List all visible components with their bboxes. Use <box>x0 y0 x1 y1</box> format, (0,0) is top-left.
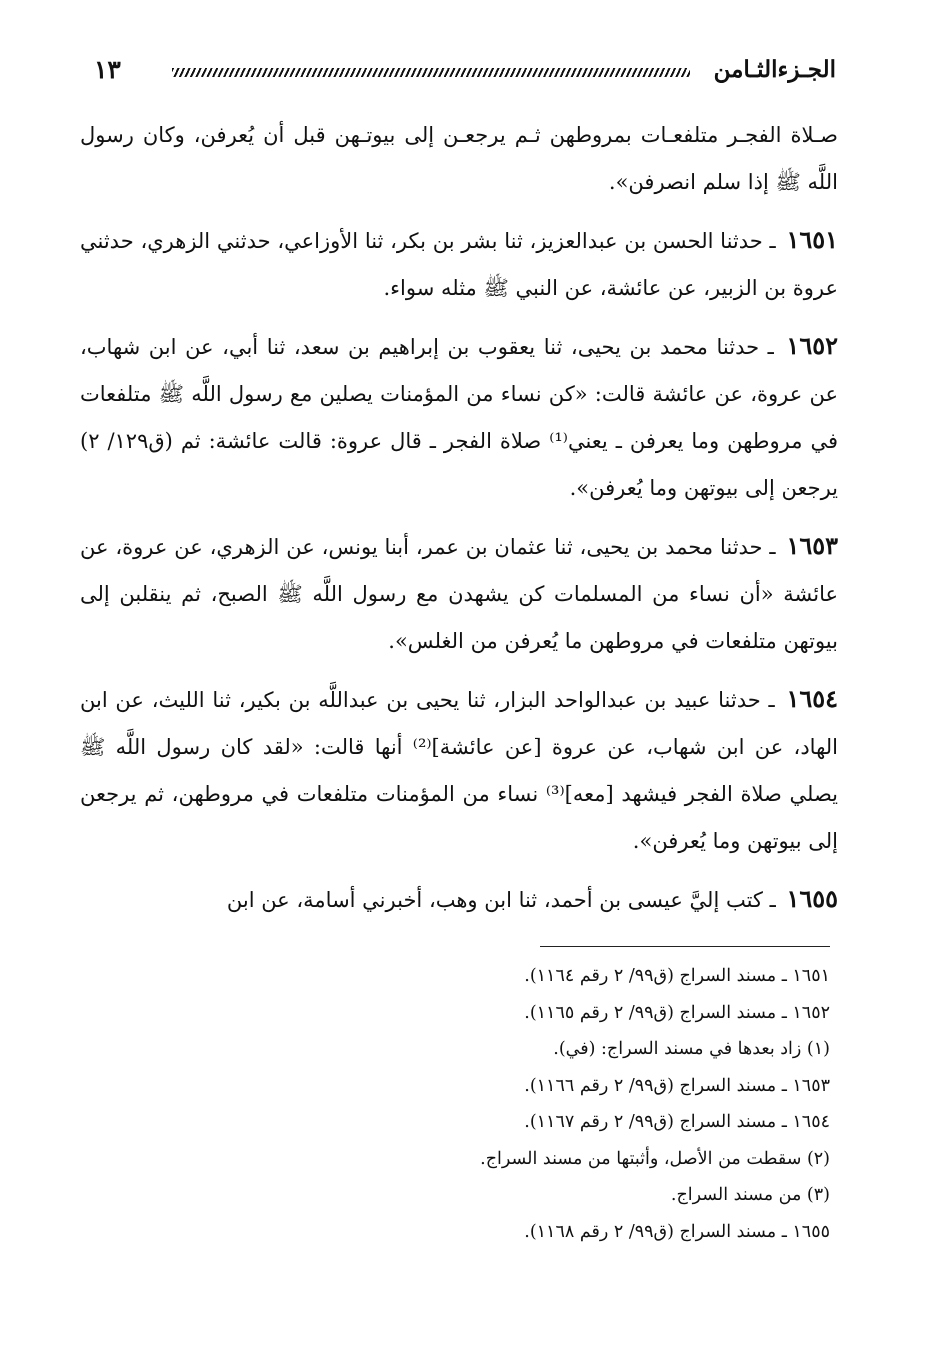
decorative-header-rule <box>172 68 690 77</box>
hadith-1652 <box>80 322 838 512</box>
footnote: (٢) سقطت من الأصل، وأثبتها من مسند السراج. <box>480 1148 830 1169</box>
footnote-separator <box>540 946 830 947</box>
footnote: (١) زاد بعدها في مسند السراج: (في). <box>553 1039 830 1059</box>
paragraph-continuation <box>80 112 838 206</box>
footnote: ١٦٥٣ ـ مسند السراج (ق٩٩/ ٢ رقم ١١٦٦). <box>524 1075 830 1096</box>
hadith-1651 <box>80 216 838 312</box>
page-number: ١٣ <box>94 55 121 84</box>
hadith-number: ١٦٥١ <box>786 225 838 254</box>
footnote: ١٦٥١ ـ مسند السراج (ق٩٩/ ٢ رقم ١١٦٤). <box>524 966 830 986</box>
hadith-1654 <box>80 675 838 865</box>
paragraph-text: ـ كتب إليَّ عيسى بن أحمد، ثنا ابن وهب، أخبرني أسامة، عن ابن <box>226 888 776 912</box>
footnotes <box>300 958 830 1250</box>
page-header <box>80 52 840 92</box>
hadith-number: ١٦٥٢ <box>786 331 838 360</box>
paragraph-text: ـ حدثنا محمد بن يحيى، ثنا يعقوب بن إبراهيم بن سعد، ثنا أبي، عن ابن شهاب، عن عروة، عن عائشة قالت: «كن نساء من المؤمنات يصلين مع رسول اللَّه ﷺ متلفعات في مروطهن وما يعرفن ـ يعني⁽¹⁾ صلاة الفجر ـ قال عروة: قالت عائشة: ثم (ق١٢٩/ ٢) يرجعن إلى بيوتهن وما يُعرفن». <box>80 335 838 500</box>
hadith-1655 <box>80 875 838 924</box>
hadith-1653 <box>80 522 838 665</box>
running-title: الجـزءالثـامن <box>713 56 836 83</box>
footnote: ١٦٥٤ ـ مسند السراج (ق٩٩/ ٢ رقم ١١٦٧). <box>524 1112 830 1132</box>
paragraph-text: ـ حدثنا عبيد بن عبدالواحد البزار، ثنا يحيى بن عبداللَّه بن بكير، ثنا الليث، عن ابن الهاد، عن ابن شهاب، عن عروة [عن عائشة]⁽²⁾ أنها قالت: «لقد كان رسول اللَّه ﷺ يصلي صلاة الفجر فيشهد [معه]⁽³⁾ نساء من المؤمنات متلفعات في مروطهن، ثم يرجعن إلى بيوتهن وما يُعرفن». <box>80 688 839 853</box>
hadith-number: ١٦٥٥ <box>786 884 838 913</box>
main-text <box>80 112 838 934</box>
footnote: ١٦٥٥ ـ مسند السراج (ق٩٩/ ٢ رقم ١١٦٨). <box>524 1221 830 1242</box>
paragraph-text: ـ حدثنا محمد بن يحيى، ثنا عثمان بن عمر، أبنا يونس، عن الزهري، عن عروة، عن عائشة «أن نساء من المسلمات كن يشهدن مع رسول اللَّه ﷺ الصبح، ثم ينقلبن إلى بيوتهن متلفعات في مروطهن ما يُعرفن من الغلس». <box>80 535 838 653</box>
hadith-number: ١٦٥٤ <box>786 684 838 713</box>
paragraph-text: ـ حدثنا الحسن بن عبدالعزيز، ثنا بشر بن بكر، ثنا الأوزاعي، حدثني الزهري، حدثني عروة بن الزبير، عن عائشة، عن النبي ﷺ مثله سواء. <box>80 229 838 300</box>
footnote: (٣) من مسند السراج. <box>670 1185 830 1205</box>
hadith-number: ١٦٥٣ <box>786 531 838 560</box>
paragraph-text: صـلاة الفجـر متلفعـات بمروطهن ثـم يرجعـن إلى بيوتـهن قبل أن يُعرفن، وكان رسول اللَّه ﷺ إذا سلم انصرفن». <box>80 123 838 194</box>
footnote: ١٦٥٢ ـ مسند السراج (ق٩٩/ ٢ رقم ١١٦٥). <box>524 1002 830 1023</box>
